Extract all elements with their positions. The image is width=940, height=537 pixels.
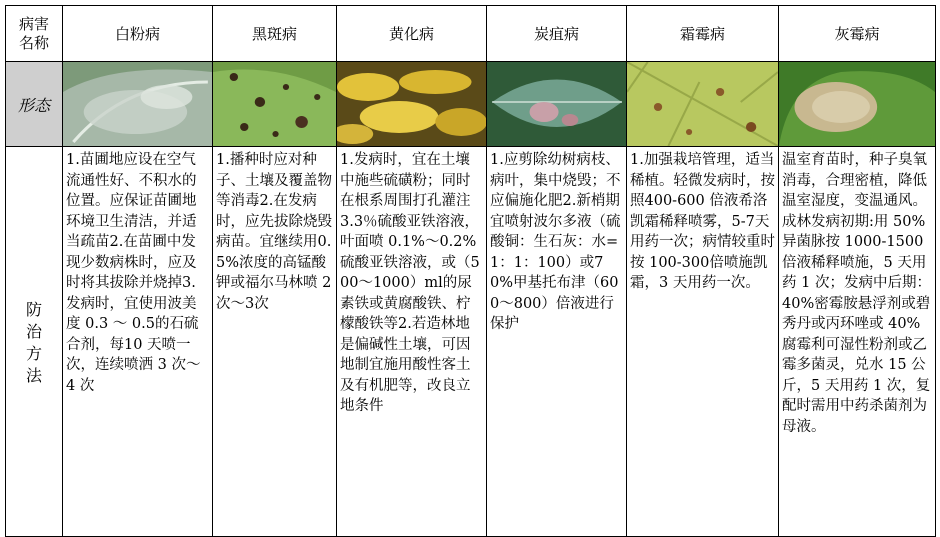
header-downy-mildew: 霜霉病 [627, 6, 779, 62]
anthracnose-leaf-icon [487, 62, 626, 146]
disease-table [5, 5, 936, 537]
header-powdery-mildew: 白粉病 [63, 6, 213, 62]
powdery-mildew-leaf-icon [63, 62, 212, 146]
downy-mildew-image [627, 62, 779, 147]
chlorosis-leaf-icon [337, 62, 486, 146]
powdery-mildew-image [63, 62, 213, 147]
control-text-powdery-mildew: 1.苗圃地应设在空气流通性好、不积水的位置。应保证苗圃地环境卫生清洁，并适当疏苗2.在苗圃中发现少数病株时，应及时将其拔除并烧掉3.发病时，宜使用波美度 0.3 ～ 0.5的石硫合剂，每10 天喷一次，连续喷洒 3 次～4 次 [63, 147, 213, 537]
gray-mold-leaf-icon [779, 62, 935, 146]
header-disease-name-label: 病害 名称 [6, 6, 63, 62]
morphology-row [6, 62, 936, 147]
black-spot-image [213, 62, 337, 147]
header-black-spot: 黑斑病 [213, 6, 337, 62]
control-methods-label: 防 治 方 法 [6, 147, 63, 537]
chlorosis-image [337, 62, 487, 147]
black-spot-leaf-icon [213, 62, 336, 146]
header-chlorosis: 黄化病 [337, 6, 487, 62]
header-row [6, 6, 936, 62]
header-gray-mold: 灰霉病 [779, 6, 936, 62]
downy-mildew-leaf-icon [627, 62, 778, 146]
morphology-label: 形态 [6, 62, 63, 147]
control-text-gray-mold: 温室育苗时，种子臭氧消毒，合理密植，降低温室湿度，变温通风。成林发病初期:用 50%异菌脉按 1000-1500 倍液稀释喷施，5 天用药 1 次；发病中后期：40%密霉胺悬浮剂或碧秀丹或丙环唑或 40%腐霉利可湿性粉剂或乙霉多菌灵，兑水 15 公斤，5 天用药 1 次，复配时需用中药杀菌剂为母液。 [779, 147, 936, 537]
control-text-anthracnose: 1.应剪除幼树病枝、病叶，集中烧毁；不应偏施化肥2.新梢期宜喷射波尔多液（硫酸铜：生石灰：水=1：1：100）或70%甲基托布津（600～800）倍液进行保护 [487, 147, 627, 537]
control-text-downy-mildew: 1.加强栽培管理，适当稀植。轻微发病时，按照400-600 倍液希洛凯霜稀释喷雾，5-7天用药一次；病情较重时按 100-300倍喷施凯霜，3 天用药一次。 [627, 147, 779, 537]
control-row [6, 147, 936, 537]
control-text-chlorosis: 1.发病时，宜在土壤中施些硫磺粉；同时在根系周围打孔灌注 3.3％硫酸亚铁溶液，叶面喷 0.1%～0.2%硫酸亚铁溶液，或（500～1000）ml的尿素铁或黄腐酸铁、柠檬酸铁等2.若造林地是偏碱性土壤，可因地制宜施用酸性客土及有机肥等，改良立地条件 [337, 147, 487, 537]
control-text-black-spot: 1.播种时应对种子、土壤及覆盖物等消毒2.在发病时，应先拔除烧毁病苗。宜继续用0.5%浓度的高锰酸钾或福尔马林喷 2 次～3次 [213, 147, 337, 537]
header-anthracnose: 炭疽病 [487, 6, 627, 62]
anthracnose-image [487, 62, 627, 147]
gray-mold-image [779, 62, 936, 147]
